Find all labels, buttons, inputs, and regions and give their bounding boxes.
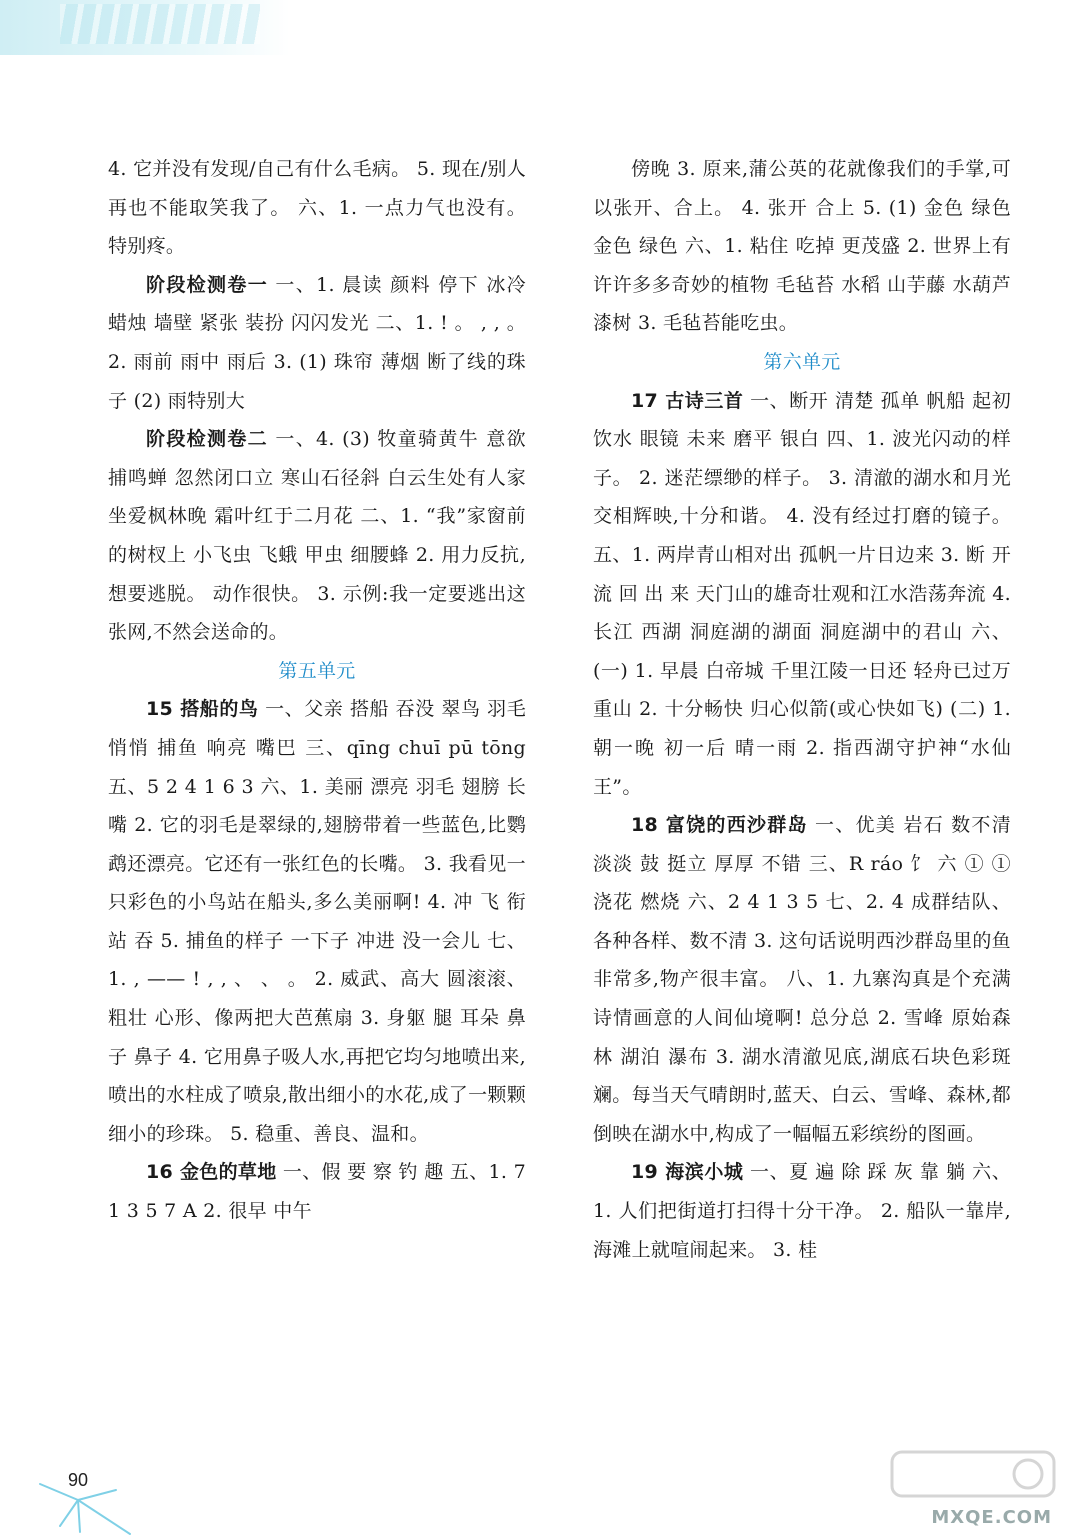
answer-paragraph	[108, 1153, 526, 1230]
answer-paragraph	[593, 1153, 1011, 1269]
answer-paragraph	[108, 690, 526, 1153]
page-number: 90	[68, 1470, 89, 1490]
corner-decoration	[0, 0, 290, 55]
left-column	[108, 150, 526, 1231]
right-column	[593, 150, 1011, 1269]
unit-heading: 第五单元	[278, 659, 356, 682]
section-title: 阶段检测卷二	[146, 428, 268, 451]
answer-text: 一、父亲 搭船 吞没 翠鸟 羽毛 悄悄 捕鱼 响亮 嘴巴 三、qīng chuī pū tōng 五、5 2 4 1 6 3 六、1. 美丽 漂亮 羽毛 翅膀 长嘴 2. 它的羽毛是翠绿的,翅膀带着一些蓝色,比鹦鹉还漂亮。它还有一张红色的长嘴。 3. 我看见一只彩色的小鸟站在船头,多么美丽啊! 4. 冲 飞 衔 站 吞 5. 捕鱼的样子 一下子 冲进 没一会儿 七、1. , —— ! , , 、 、 。 2. 威武、高大 圆滚滚、粗壮 心形、像两把大芭蕉扇 3. 身躯 腿 耳朵 鼻子 鼻子 4. 它用鼻子吸人水,再把它均匀地喷出来,喷出的水柱成了喷泉,散出细小的水花,成了一颗颗细小的珍珠。 5. 稳重、善良、温和。	[108, 698, 526, 1145]
starfish-decoration-icon	[20, 1440, 160, 1536]
section-title: 15 搭船的鸟	[146, 698, 259, 721]
answer-text: 4. 它并没有发现/自己有什么毛病。 5. 现在/别人再也不能取笑我了。 六、1. 一点力气也没有。 特别疼。	[108, 158, 526, 258]
section-title: 阶段检测卷一	[146, 273, 269, 296]
answer-paragraph	[593, 382, 1011, 807]
answer-paragraph	[108, 420, 526, 652]
section-title: 19 海滨小城	[631, 1161, 744, 1184]
answer-text: 一、1. 晨读 颜料 停下 冰冷 蜡烛 墙壁 紧张 装扮 闪闪发光 二、1. ! 。 , , 。 2. 雨前 雨中 雨后 3. (1) 珠帘 薄烟 断了线的珠子 (2) 雨特别大	[108, 273, 526, 412]
section-title: 16 金色的草地	[146, 1161, 277, 1184]
answer-text: 一、优美 岩石 数不清 淡淡 鼓 挺立 厚厚 不错 三、R ráo 饣 六 ① ① 浇花 燃烧 六、2 4 1 3 5 七、2. 4 成群结队、各种各样、数不清 3. 这句话说明西沙群岛里的鱼非常多,物产很丰富。 八、1. 九寨沟真是个充满诗情画意的人间仙境啊! 总分总 2. 雪峰 原始森林 湖泊 瀑布 3. 湖水清澈见底,湖底石块色彩斑斓。每当天气晴朗时,蓝天、白云、雪峰、森林,都倒映在湖水中,构成了一幅幅五彩缤纷的图画。	[593, 814, 1011, 1145]
answer-text: 一、断开 清楚 孤单 帆船 起初 饮水 眼镜 未来 磨平 银白 四、1. 波光闪动的样子。 2. 迷茫缥缈的样子。 3. 清澈的湖水和月光交相辉映,十分和谐。 4. 没有经过打磨的镜子。 五、1. 两岸青山相对出 孤帆一片日边来 3. 断 开 流 回 出 来 天门山的雄奇壮观和江水浩荡奔流 4. 长江 西湖 洞庭湖的湖面 洞庭湖中的君山 六、(一) 1. 早晨 白帝城 千里江陵一日还 轻舟已过万重山 2. 十分畅快 归心似箭(或心快如飞) (二) 1. 朝一晚 初一后 晴一雨 2. 指西湖守护神“水仙王”。	[593, 389, 1011, 798]
answer-text: 傍晚 3. 原来,蒲公英的花就像我们的手掌,可以张开、合上。 4. 张开 合上 5. (1) 金色 绿色 金色 绿色 六、1. 粘住 吃掉 更茂盛 2. 世界上有许许多多奇妙的植物 毛毡苔 水稻 山芋藤 水葫芦 漆树 3. 毛毡苔能吃虫。	[593, 158, 1011, 335]
answer-text: 一、4. (3) 牧童骑黄牛 意欲捕鸣蝉 忽然闭口立 寒山石径斜 白云生处有人家 坐爱枫林晚 霜叶红于二月花 二、1. “我”家窗前的树杈上 小飞虫 飞蛾 甲虫 细腰蜂 2. 用力反抗,想要逃脱。 动作很快。 3. 示例:我一定要逃出这张网,不然会送命的。	[108, 428, 526, 644]
unit-heading: 第六单元	[763, 350, 841, 373]
section-title: 17 古诗三首	[631, 389, 744, 412]
answer-paragraph	[108, 150, 526, 266]
answer-paragraph	[593, 150, 1011, 343]
answer-text: 一、假 要 察 钓 趣 五、1. 7 1 3 5 7 A 2. 很早 中午	[108, 1161, 526, 1223]
answer-text: 一、夏 遍 除 踩 灰 靠 躺 六、1. 人们把街道打扫得十分干净。 2. 船队一靠岸,海滩上就喧闹起来。 3. 桂	[593, 1161, 1011, 1261]
watermark-url: MXQE.COM	[931, 1507, 1052, 1528]
answer-paragraph	[108, 266, 526, 420]
answer-paragraph	[593, 806, 1011, 1153]
section-title: 18 富饶的西沙群岛	[631, 814, 808, 837]
